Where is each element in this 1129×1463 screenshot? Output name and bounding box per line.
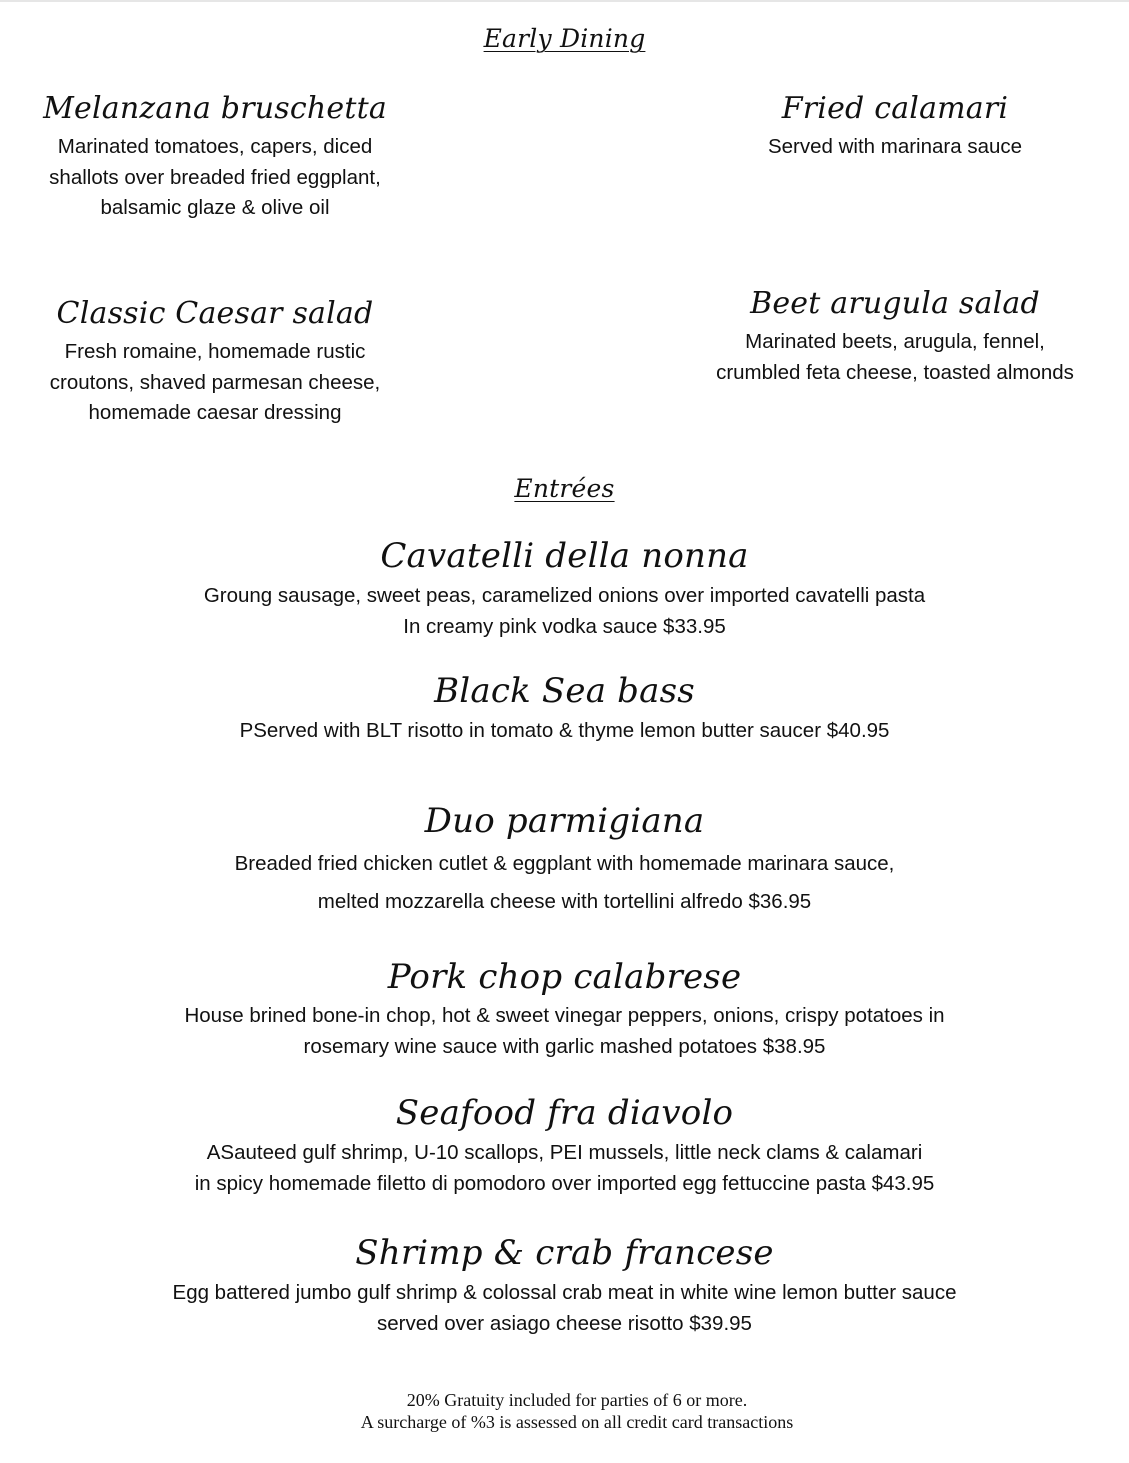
desc-line: balsamic glaze & olive oil [100,196,330,219]
item-name-cavatelli-della-nonna: Cavatelli della nonna [380,536,749,576]
desc-line: Fresh romaine, homemade rustic [64,340,366,363]
desc-line: PServed with BLT risotto in tomato & thyme lemon butter saucer $40.95 [239,719,890,742]
desc-line: melted mozzarella cheese with tortellini alfredo $36.95 [317,890,812,913]
desc-line: House brined bone-in chop, hot & sweet vinegar peppers, onions, crispy potatoes in [184,1004,945,1027]
section-title-early-dining: Early Dining [483,24,646,53]
item-desc-black-sea-bass [0,716,1129,747]
top-border [0,0,1129,2]
desc-line: crumbled feta cheese, toasted almonds [716,360,1074,384]
item-desc-duo-parmigiana [0,845,1129,921]
item-name-black-sea-bass: Black Sea bass [434,671,695,711]
desc-line: in spicy homemade filetto di pomodoro over imported egg fettuccine pasta $43.95 [194,1171,935,1195]
desc-line: Groung sausage, sweet peas, caramelized onions over imported cavatelli pasta [203,584,926,607]
item-desc-classic-caesar-salad [0,337,430,429]
desc-line: served over asiago cheese risotto $39.95 [377,1311,752,1335]
item-desc-shrimp-crab-francese [0,1278,1129,1339]
desc-line: shallots over breaded fried eggplant, [49,165,381,189]
footer-notes [0,1389,1129,1433]
item-desc-melanzana-bruschetta [0,132,430,224]
desc-line: croutons, shaved parmesan cheese, [49,370,381,394]
section-title-entrees: Entrées [514,474,615,503]
desc-line: In creamy pink vodka sauce $33.95 [403,614,726,638]
item-desc-seafood-fra-diavolo [0,1138,1129,1199]
desc-line: Breaded fried chicken cutlet & eggplant with homemade marinara sauce, [234,852,895,875]
item-desc-pork-chop-calabrese [0,1001,1129,1062]
item-name-classic-caesar-salad: Classic Caesar salad [56,296,374,331]
item-desc-cavatelli-della-nonna [0,581,1129,642]
desc-line: ASauteed gulf shrimp, U-10 scallops, PEI mussels, little neck clams & calamari [206,1141,923,1164]
item-name-melanzana-bruschetta: Melanzana bruschetta [43,91,387,126]
desc-line: Marinated tomatoes, capers, diced [57,135,373,158]
desc-line: Served with marinara sauce [767,135,1023,158]
item-name-pork-chop-calabrese: Pork chop calabrese [387,957,742,997]
gratuity-note: 20% Gratuity included for parties of 6 or more. [406,1390,748,1410]
item-name-fried-calamari: Fried calamari [781,91,1009,126]
item-name-beet-arugula-salad: Beet arugula salad [750,286,1040,321]
item-name-seafood-fra-diavolo: Seafood fra diavolo [395,1093,734,1133]
desc-line: homemade caesar dressing [88,401,342,424]
desc-line: Marinated beets, arugula, fennel, [745,330,1045,353]
surcharge-note: A surcharge of %3 is assessed on all credit card transactions [360,1412,794,1432]
item-desc-beet-arugula-salad [680,327,1110,388]
item-name-duo-parmigiana: Duo parmigiana [424,801,705,841]
item-name-shrimp-crab-francese: Shrimp & crab francese [355,1233,774,1273]
desc-line: rosemary wine sauce with garlic mashed potatoes $38.95 [303,1034,826,1058]
desc-line: Egg battered jumbo gulf shrimp & colossal crab meat in white wine lemon butter sauce [172,1281,957,1304]
item-desc-fried-calamari [680,132,1110,163]
